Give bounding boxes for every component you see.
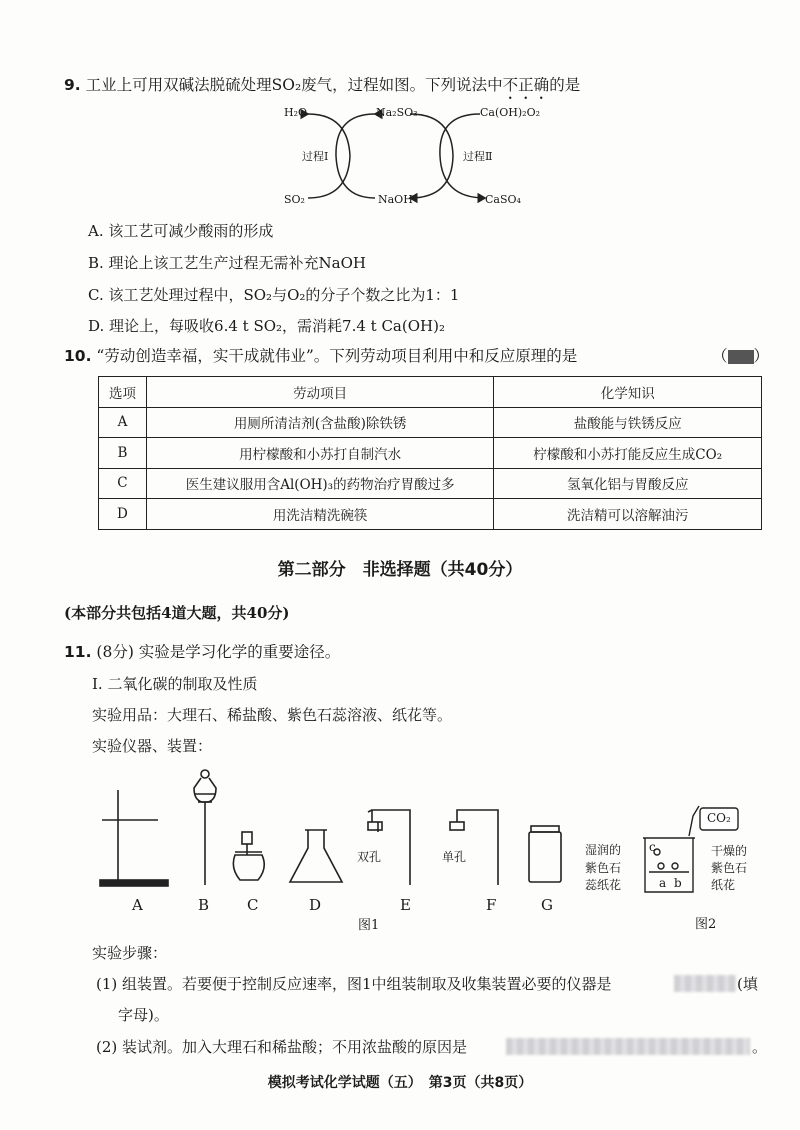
q11-sub1: Ⅰ. 二氧化碳的制取及性质 xyxy=(92,675,258,693)
fig2-label-b: b xyxy=(674,876,682,890)
part2-note: (本部分共包括4道大题，共40分) xyxy=(64,604,290,622)
q10-stem-text: “劳动创造幸福，实干成就伟业”。下列劳动项目利用中和反应原理的是 xyxy=(96,347,578,365)
fig1-label-d: D xyxy=(309,896,322,914)
figure-1 xyxy=(90,760,590,933)
q9-option-a: A. 该工艺可减少酸雨的形成 xyxy=(88,222,274,240)
cell-option: C xyxy=(99,468,147,499)
part2-title: 第二部分 非选择题（共40分） xyxy=(277,560,523,580)
header-option: 选项 xyxy=(99,377,147,408)
apparatus-d-flask xyxy=(290,830,342,882)
label-so2: SO₂ xyxy=(284,193,305,206)
fig2-caption: 图2 xyxy=(695,917,717,932)
paren-open: （ xyxy=(712,347,728,365)
paren-close: ） xyxy=(753,347,770,365)
q11-step2-text: (2) 装试剂。加入大理石和稀盐酸；不用浓盐酸的原因是 xyxy=(96,1038,468,1056)
q11-stem-text: (8分) 实验是学习化学的重要途径。 xyxy=(96,643,341,661)
q10-number: 10. xyxy=(64,347,92,365)
page-footer: 模拟考试化学试题（五） 第3页（共8页） xyxy=(267,1075,533,1091)
q11-number: 11. xyxy=(64,643,92,661)
label-caso4: CaSO₄ xyxy=(485,193,521,206)
apparatus-a-iron-stand xyxy=(100,790,168,886)
label-na2so3: Na₂SO₃ xyxy=(376,106,418,119)
fig2-right-label-1: 干燥的 xyxy=(711,844,748,858)
fig2-left-label-3: 蕊纸花 xyxy=(585,878,622,892)
fig2-label-c: c xyxy=(649,840,656,854)
q10-answer-paren xyxy=(712,344,769,366)
label-double-hole: 双孔 xyxy=(357,850,382,864)
q9-option-b: B. 理论上该工艺生产过程无需补充NaOH xyxy=(88,254,367,272)
table-row xyxy=(99,438,762,469)
q9-option-c: C. 该工艺处理过程中，SO₂与O₂的分子个数之比为1：1 xyxy=(88,286,460,304)
q9-stem-b: 的是 xyxy=(549,76,581,94)
q11-step1-line1 xyxy=(96,973,612,994)
label-caoh-o2: Ca(OH)₂O₂ xyxy=(480,106,541,119)
cell-labor: 用厕所清洁剂(含盐酸)除铁锈 xyxy=(146,407,493,438)
cell-knowledge: 氢氧化铝与胃酸反应 xyxy=(494,468,762,499)
fig1-label-f: F xyxy=(486,896,497,914)
header-labor: 劳动项目 xyxy=(146,377,493,408)
q11-step1-text: (1) 组装置。若要便于控制反应速率，图1中组装制取及收集装置必要的仪器是 xyxy=(96,975,612,993)
cell-knowledge: 盐酸能与铁锈反应 xyxy=(494,407,762,438)
answer-redaction xyxy=(728,350,754,364)
q11-materials: 实验用品：大理石、稀盐酸、紫色石蕊溶液、纸花等。 xyxy=(92,706,453,724)
q11-apparatus: 实验仪器、装置： xyxy=(92,737,213,755)
q11-step2 xyxy=(96,1036,467,1057)
cell-knowledge: 柠檬酸和小苏打能反应生成CO₂ xyxy=(494,438,762,469)
fig1-label-b: B xyxy=(198,896,210,914)
cell-labor: 用洗洁精洗碗筷 xyxy=(146,499,493,530)
q9-stem-emphasis: 不正确 xyxy=(502,76,550,94)
q10-table xyxy=(98,376,762,530)
cell-option: A xyxy=(99,407,147,438)
label-h2o: H₂O xyxy=(284,106,308,119)
q11-steps-title: 实验步骤： xyxy=(92,944,168,962)
apparatus-b-funnel xyxy=(194,770,216,885)
step2-answer-redaction xyxy=(506,1038,750,1055)
q9-option-d: D. 理论上，每吸收6.4 t SO₂，需消耗7.4 t Ca(OH)₂ xyxy=(88,317,445,335)
cell-labor: 用柠檬酸和小苏打自制汽水 xyxy=(146,438,493,469)
cell-labor: 医生建议服用含Al(OH)₃的药物治疗胃酸过多 xyxy=(146,468,493,499)
q11-step1-line2: 字母)。 xyxy=(118,1006,169,1024)
figure-1-svg xyxy=(90,760,590,890)
q9-stem-a: 工业上可用双碱法脱硫处理SO₂废气，过程如图。下列说法中 xyxy=(85,76,503,94)
q11-step1-fill: (填 xyxy=(737,975,758,993)
fig1-label-a: A xyxy=(132,896,143,914)
fig1-caption: 图1 xyxy=(358,918,380,933)
fig2-co2-label: CO₂ xyxy=(707,811,731,825)
q9-cycle-diagram xyxy=(270,100,550,210)
figure-2 xyxy=(585,800,775,930)
q9-number: 9. xyxy=(64,76,81,94)
step1-answer-redaction xyxy=(674,975,736,992)
fig2-right-label-2: 紫色石 xyxy=(711,861,748,875)
table-header-row xyxy=(99,377,762,408)
fig2-label-a: a xyxy=(659,876,667,890)
q11-step2-end: 。 xyxy=(752,1038,768,1056)
table-row xyxy=(99,468,762,499)
label-process-1: 过程Ⅰ xyxy=(302,150,329,163)
q10-stem xyxy=(64,344,577,366)
q11-stem xyxy=(64,640,340,662)
table-row xyxy=(99,407,762,438)
cell-option: D xyxy=(99,499,147,530)
fig1-label-g: G xyxy=(541,896,553,914)
fig1-label-e: E xyxy=(400,896,411,914)
cell-option: B xyxy=(99,438,147,469)
q9-stem xyxy=(64,73,580,103)
apparatus-g-gas-jar xyxy=(529,826,561,882)
fig2-left-label-2: 紫色石 xyxy=(585,861,622,875)
fig2-right-label-3: 纸花 xyxy=(711,878,736,892)
label-single-hole: 单孔 xyxy=(442,850,467,864)
fig1-label-c: C xyxy=(247,896,259,914)
table-row xyxy=(99,499,762,530)
label-naoh: NaOH xyxy=(378,193,413,206)
header-knowledge: 化学知识 xyxy=(494,377,762,408)
cell-knowledge: 洗洁精可以溶解油污 xyxy=(494,499,762,530)
fig2-left-label-1: 湿润的 xyxy=(585,843,622,857)
cycle-arrow-left-in xyxy=(336,114,375,198)
apparatus-c-alcohol-lamp xyxy=(233,832,264,880)
label-process-2: 过程Ⅱ xyxy=(463,150,493,163)
